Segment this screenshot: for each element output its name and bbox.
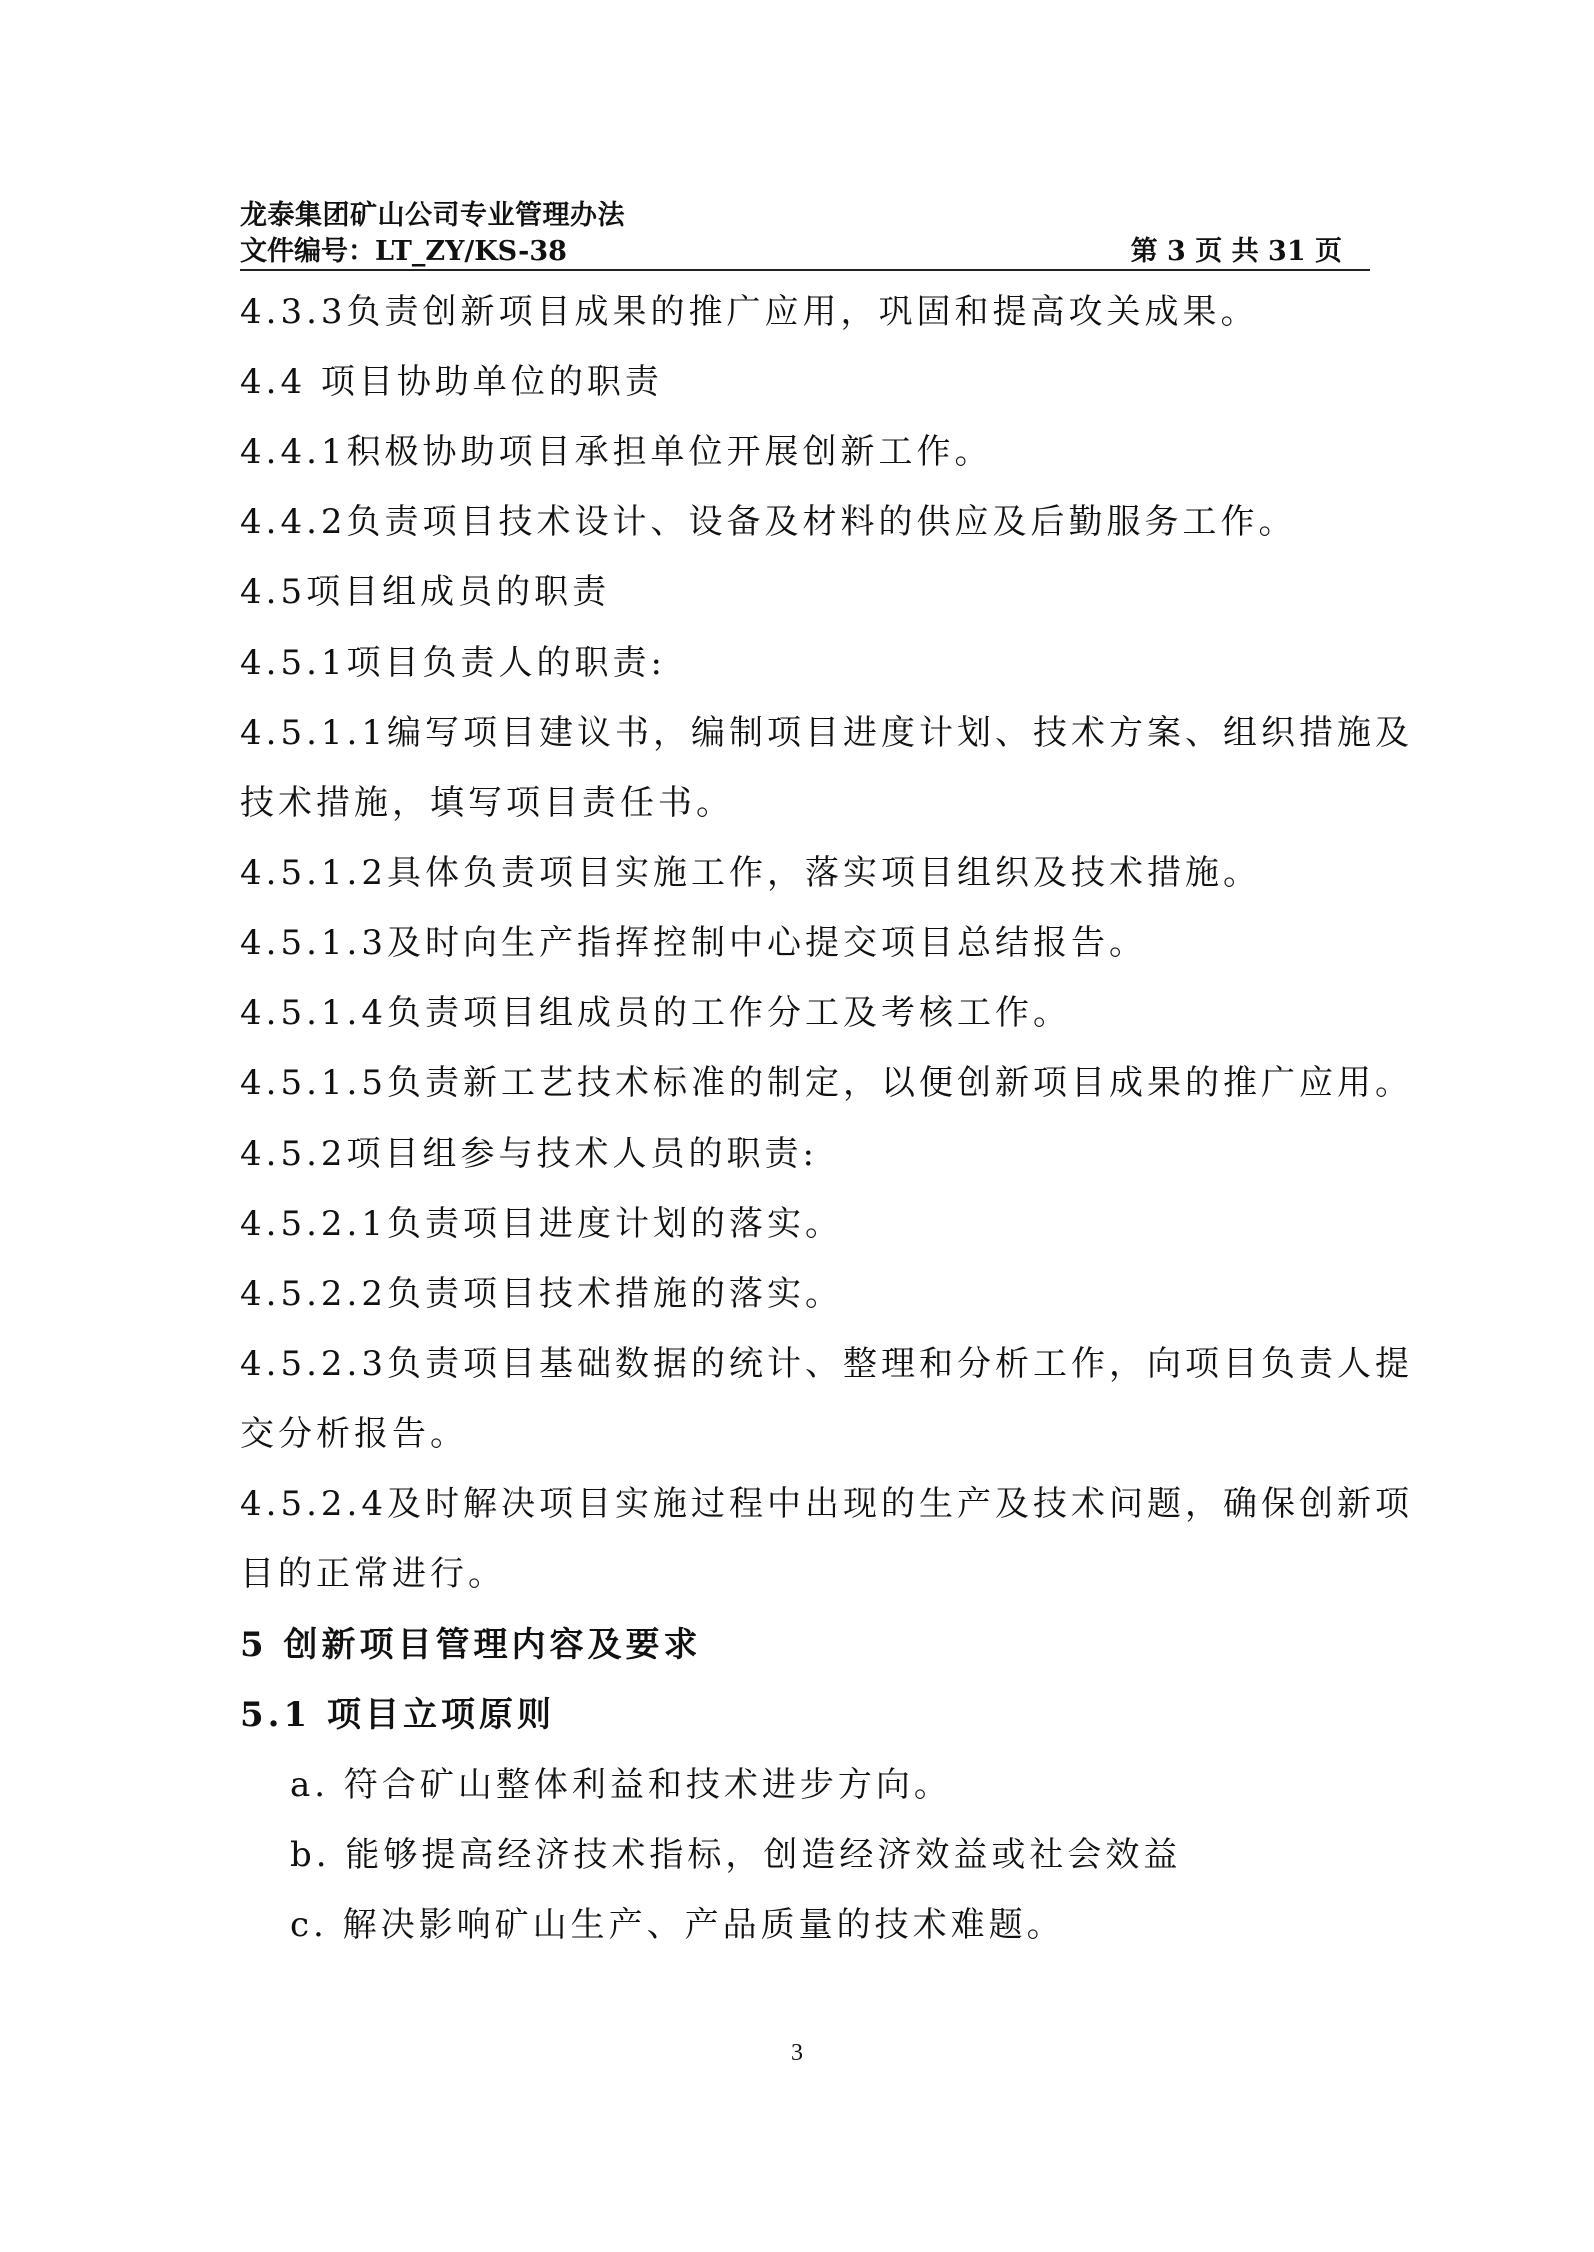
clause-4-5-1: 4.5.1项目负责人的职责: (240, 643, 666, 683)
clause-4-5-2-3: 4.5.2.3负责项目基础数据的统计、整理和分析工作，向项目负责人提 (240, 1344, 1413, 1384)
header-line-2 (240, 229, 1370, 268)
clause-4-5-1-2: 4.5.1.2具体负责项目实施工作，落实项目组织及技术措施。 (240, 853, 1261, 893)
principle-a: a. 符合矿山整体利益和技术进步方向。 (290, 1765, 952, 1805)
principle-c: c. 解决影响矿山生产、产品质量的技术难题。 (290, 1905, 1065, 1945)
clause-4-4-2: 4.4.2负责项目技术设计、设备及材料的供应及后勤服务工作。 (240, 502, 1297, 542)
clause-4-3-3: 4.3.3负责创新项目成果的推广应用，巩固和提高攻关成果。 (240, 292, 1259, 332)
clause-4-5-1-5: 4.5.1.5负责新工艺技术标准的制定，以便创新项目成果的推广应用。 (240, 1063, 1413, 1103)
document-header (240, 193, 1370, 271)
section-5-1-heading: 5.1 项目立项原则 (240, 1695, 555, 1735)
clause-4-4: 4.4 项目协助单位的职责 (240, 362, 663, 402)
clause-4-5: 4.5项目组成员的职责 (240, 572, 611, 612)
page-number: 3 (791, 2040, 803, 2066)
clause-4-5-2-4: 4.5.2.4及时解决项目实施过程中出现的生产及技术问题，确保创新项 (240, 1484, 1413, 1524)
clause-4-5-2-1: 4.5.2.1负责项目进度计划的落实。 (240, 1204, 843, 1244)
company-title: 龙泰集团矿山公司专业管理办法 (240, 200, 625, 231)
clause-4-5-2-2: 4.5.2.2负责项目技术措施的落实。 (240, 1274, 843, 1314)
section-5-heading: 5 创新项目管理内容及要求 (240, 1625, 702, 1665)
clause-4-5-1-1-cont: 技术措施，填写项目责任书。 (240, 783, 734, 823)
clause-4-5-2-3-cont: 交分析报告。 (240, 1414, 468, 1454)
clause-4-4-1: 4.4.1积极协助项目承担单位开展创新工作。 (240, 432, 993, 472)
clause-4-5-1-4: 4.5.1.4负责项目组成员的工作分工及考核工作。 (240, 993, 1071, 1033)
principle-b: b. 能够提高经济技术指标，创造经济效益或社会效益 (290, 1835, 1182, 1875)
clause-4-5-1-3: 4.5.1.3及时向生产指挥控制中心提交项目总结报告。 (240, 923, 1147, 963)
page-info: 第 3 页 共 31 页 (1130, 236, 1342, 267)
clause-4-5-2-4-cont: 目的正常进行。 (240, 1554, 506, 1594)
clause-4-5-1-1: 4.5.1.1编写项目建议书，编制项目进度计划、技术方案、组织措施及 (240, 713, 1413, 753)
clause-4-5-2: 4.5.2项目组参与技术人员的职责: (240, 1134, 818, 1174)
doc-number: 文件编号：LT_ZY/KS-38 (240, 236, 567, 267)
